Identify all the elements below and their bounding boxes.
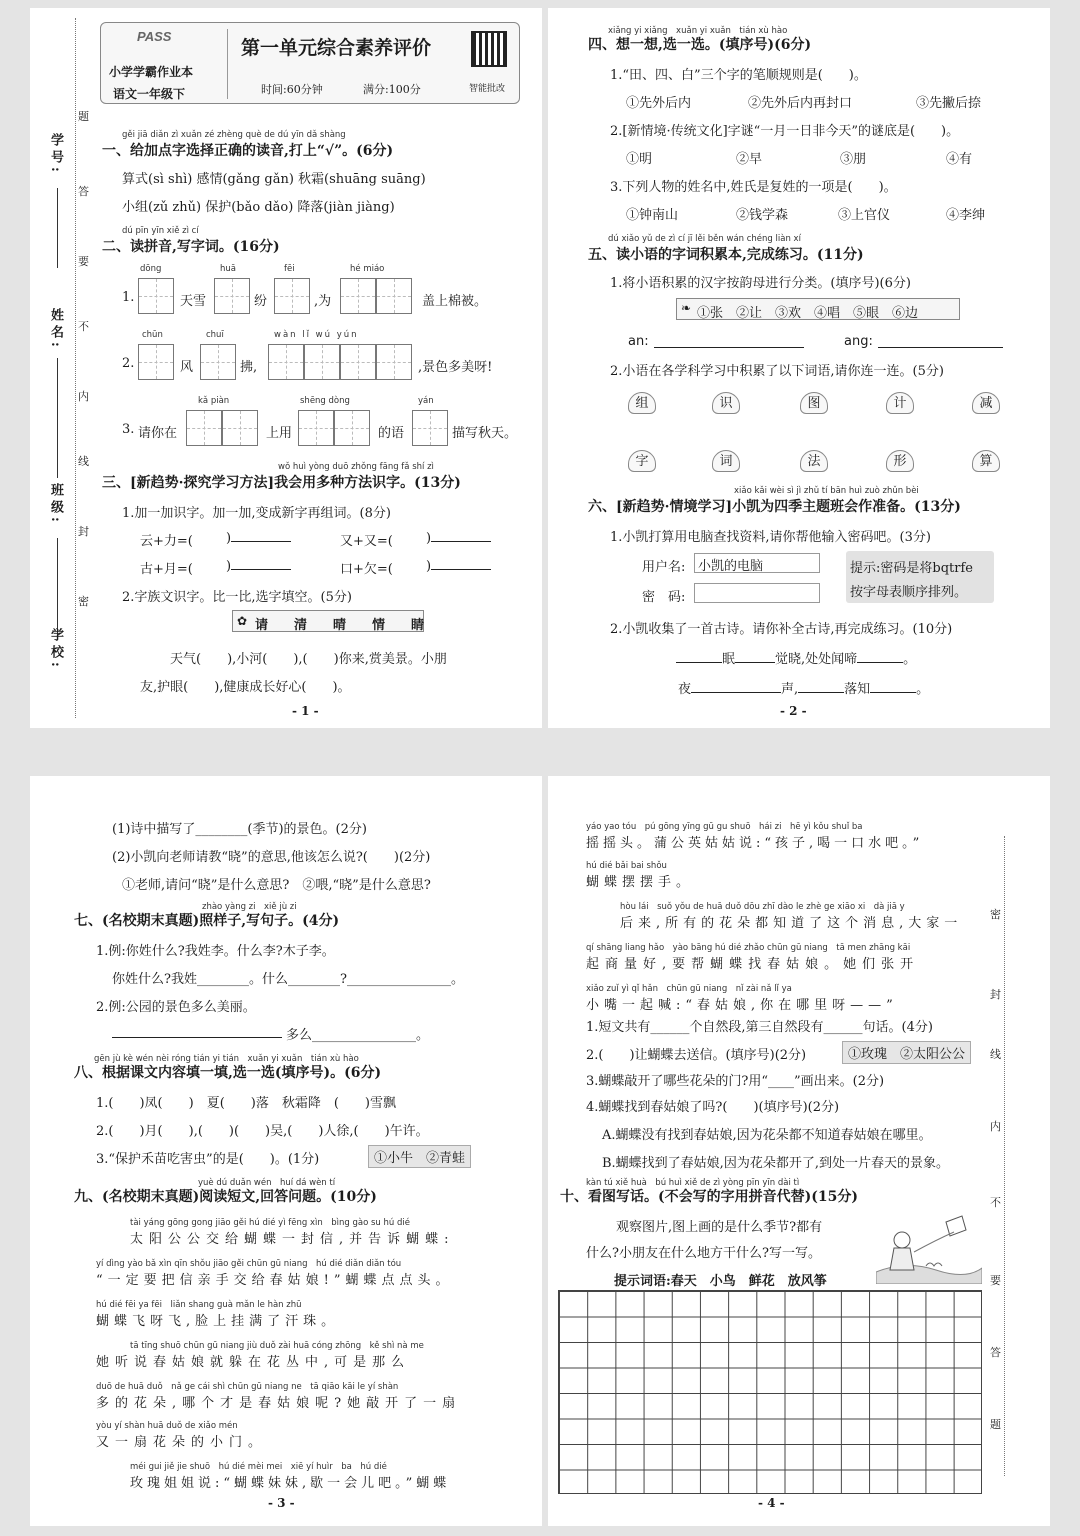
answer-options[interactable]: ①老师,请问“晓”是什么意思? ②喂,“晓”是什么意思? <box>122 878 431 893</box>
hint-text: 提示:密码是将bqtrfe <box>850 561 973 576</box>
brand-logo: PASS <box>137 29 172 44</box>
writing-grid-cell[interactable] <box>138 278 174 314</box>
margin-dotted-line <box>1004 836 1005 1476</box>
passage-line: 后来,所有的花朵都知道了这个消息,大家一 <box>620 916 963 931</box>
writing-grid-group <box>298 410 370 446</box>
pinyin-label: chūn <box>142 330 163 340</box>
answer-option[interactable]: ①明 <box>626 152 653 167</box>
question-text[interactable]: (1)诗中描写了________(季节)的景色。(2分) <box>112 822 367 837</box>
passage-pinyin: hòu lái suǒ yǒu de huā duǒ dōu zhī dào le zhè ge xiāo xi dà jiā y <box>620 902 905 912</box>
passage-pinyin: hú dié bǎi bai shǒu <box>586 861 667 871</box>
pinyin-annotation: xiǎng yi xiǎng xuǎn yi xuǎn tián xù hào <box>608 26 788 36</box>
pinyin-label: fēi <box>284 264 295 274</box>
book-icon: ❧ <box>681 301 692 315</box>
page-number: - 1 - <box>292 704 319 718</box>
poem-text: 眠 <box>722 652 736 667</box>
class-label: 班级: <box>48 483 63 526</box>
seal-char: 封 <box>990 988 1001 1001</box>
qr-code-icon <box>471 31 507 67</box>
school-label: 学校: <box>48 628 63 671</box>
sentence-text: 描写秋天。 <box>452 426 518 441</box>
passage-pinyin: yáo yao tóu pú gōng yīng gū gu shuō hái zi hē yì kǒu shuǐ ba <box>586 822 863 832</box>
seal-char: 线 <box>990 1048 1001 1061</box>
answer-option[interactable]: ①钟南山 <box>626 208 679 223</box>
fill-blank-row[interactable]: 2.( )月( ),( )( )吴,( )人徐,( )午许。 <box>96 1124 429 1139</box>
answer-option[interactable]: ③上官仪 <box>838 208 891 223</box>
word-connect-top[interactable]: 计 <box>886 392 914 414</box>
writing-grid-cell[interactable] <box>340 278 376 314</box>
question-text: 2.小语在各学科学习中积累了以下词语,请你连一连。(5分) <box>610 364 944 379</box>
pinyin-annotation: kàn tú xiě huà bú huì xiě de zì yòng pīn yīn dài tì <box>586 1178 800 1188</box>
seal-char: 线 <box>78 455 89 468</box>
passage-line: 又一扇花朵的小门。 <box>96 1435 268 1450</box>
hint-text: 按字母表顺序排列。 <box>850 585 968 600</box>
word-connect-bottom[interactable]: 词 <box>712 450 740 472</box>
answer-option[interactable]: ④有 <box>946 152 973 167</box>
question-text: 3.下列人物的姓名中,姓氏是复姓的一项是( )。 <box>610 180 897 195</box>
pinyin-label: yán <box>418 396 434 406</box>
series-name: 小学学霸作业本 <box>109 65 194 79</box>
character-options: 请 清 晴 情 睛 <box>255 618 425 633</box>
worksheet-page-3 <box>30 776 542 1526</box>
example-sentence: 1.例:你姓什么?我姓李。什么李?木子李。 <box>96 944 335 959</box>
pinyin-label: kǎ piàn <box>198 396 230 406</box>
password-field[interactable] <box>694 583 820 603</box>
question-text[interactable]: (2)小凯向老师请教“晓”的意思,他该怎么说?( )(2分) <box>112 850 431 865</box>
equation-prompt: 口+欠=( <box>340 562 393 577</box>
prompt-text: 什么?小朋友在什么地方干什么?写一写。 <box>586 1246 821 1261</box>
sentence-text: 天雪 <box>180 294 207 309</box>
character-bank <box>232 610 424 632</box>
pinyin-annotation: zhào yàng zi xiě jù zi <box>202 902 297 912</box>
pinyin-label: dōng <box>140 264 162 274</box>
answer-options[interactable]: ①玫瑰 ②太阳公公 <box>842 1041 971 1064</box>
passage-line: “一定要把信亲手交给春姑娘!”蝴蝶点点头。 <box>96 1273 454 1288</box>
section-10-title: 十、看图写话。(不会写的字用拼音代替)(15分) <box>560 1189 858 1205</box>
writing-grid-group <box>138 344 174 380</box>
section-4-title: 四、想一想,选一选。(填序号)(6分) <box>588 37 812 53</box>
pinyin-annotation: dú pīn yīn xiě zì cí <box>122 226 199 236</box>
writing-grid-cell[interactable] <box>274 278 310 314</box>
pinyin-label: wàn lǐ wú yún <box>274 330 359 340</box>
grade-label: 语文一年级下 <box>113 87 186 101</box>
pinyin-annotation: xiǎo kǎi wèi sì jì zhǔ tí bān huì zuò zhǔn bèi <box>734 486 919 496</box>
answer-option[interactable]: ④李绅 <box>946 208 986 223</box>
sentence-text: 拂, <box>240 360 258 375</box>
section-1-title: 一、给加点字选择正确的读音,打上“√”。(6分) <box>102 143 394 159</box>
writing-grid-cell[interactable] <box>376 278 412 314</box>
example-sentence: 2.例:公园的景色多么美丽。 <box>96 1000 256 1015</box>
question-number: 2. <box>122 356 135 371</box>
question-text: 1.加一加识字。加一加,变成新字再组词。(8分) <box>122 506 391 521</box>
sentence-text: 上用 <box>266 426 293 441</box>
writing-grid-cell[interactable] <box>334 410 370 446</box>
passage-pinyin: hú dié fēi ya fēi liǎn shang guà mǎn le hàn zhū <box>96 1300 302 1310</box>
poem-line-2[interactable] <box>678 678 929 697</box>
reading-passage <box>96 1216 536 1491</box>
section-2-title: 二、读拼音,写字词。(16分) <box>102 239 280 255</box>
pinyin-annotation: wǒ huì yòng duō zhǒng fāng fǎ shí zì <box>278 462 434 472</box>
sentence-text: 纷 <box>254 294 268 309</box>
fill-blank-sentence[interactable]: 你姓什么?我姓________。什么________?________________。 <box>112 972 464 987</box>
word-connect-top[interactable]: 减 <box>972 392 1000 414</box>
sentence-text: ,为 <box>314 294 332 309</box>
worksheet-page-1 <box>30 8 542 728</box>
rhyme-an-answer-line[interactable] <box>654 336 804 348</box>
passage-pinyin: tā tīng shuō chūn gū niang jiù duǒ zài huā cóng zhōng kě shì nà me <box>130 1341 424 1351</box>
writing-grid-cell[interactable] <box>222 410 258 446</box>
passage-line: 蝴蝶摆摆手。 <box>586 875 695 890</box>
writing-grid-cell[interactable] <box>200 344 236 380</box>
answer-blank[interactable]: ) <box>426 558 491 574</box>
qr-caption: 智能批改 <box>469 84 506 94</box>
writing-grid-cell[interactable] <box>268 344 304 380</box>
question-text[interactable]: 1.短文共有______个自然段,第三自然段有______句话。(4分) <box>586 1020 933 1035</box>
rhyme-an-label: an: <box>628 334 649 349</box>
writing-grid-cell[interactable] <box>214 278 250 314</box>
name-line[interactable] <box>57 358 58 478</box>
passage-pinyin: yí dìng yào bǎ xìn qīn shǒu jiāo gěi chūn gū niang hú dié diǎn diǎn tóu <box>96 1259 402 1269</box>
seal-char: 要 <box>78 255 89 268</box>
seal-char: 答 <box>78 185 89 198</box>
binding-margin-right <box>990 776 1050 1526</box>
worksheet-page-4 <box>548 776 1050 1526</box>
margin-dotted-line <box>75 18 76 718</box>
writing-grid-group <box>268 344 412 380</box>
seal-char: 密 <box>990 908 1001 921</box>
seal-char: 内 <box>990 1120 1001 1133</box>
sentence-text: 风 <box>180 360 194 375</box>
seal-char: 要 <box>990 1274 1001 1287</box>
answer-option[interactable]: ①先外后内 <box>626 96 692 111</box>
pinyin-label: shēng dòng <box>300 396 350 406</box>
equation-prompt: 古+月=( <box>140 562 193 577</box>
passage-pinyin: duō de huā duǒ nǎ ge cái shì chūn gū niang ne tā qiāo kāi le yí shàn <box>96 1382 399 1392</box>
username-label: 用户名: <box>642 560 686 575</box>
answer-options[interactable]: ①小牛 ②青蛙 <box>368 1145 471 1168</box>
worksheet-page-2 <box>548 8 1050 728</box>
sentence-text: 盖上棉被。 <box>422 294 488 309</box>
seal-char: 题 <box>78 110 89 123</box>
poem-line-1[interactable] <box>676 648 916 667</box>
reading-options-row[interactable]: 算式(sì shì) 感情(gǎng gǎn) 秋霜(shuāng suāng) <box>122 172 426 187</box>
writing-grid-group <box>214 278 250 314</box>
spring-kite-picture <box>876 1212 982 1284</box>
section-9-title: 九、(名校期末真题)阅读短文,回答问题。(10分) <box>74 1189 377 1205</box>
banner-divider <box>227 29 228 99</box>
question-text: 3.“保护禾苗吃害虫”的是( )。(1分) <box>96 1152 320 1167</box>
prompt-text: 观察图片,图上画的是什么季节?都有 <box>616 1220 823 1235</box>
equation-prompt: 云+力=( <box>140 534 193 549</box>
passage-line: 蝴蝶飞呀飞,脸上挂满了汗珠。 <box>96 1314 340 1329</box>
reading-passage-continued <box>586 820 996 1013</box>
passage-pinyin: méi gui jiě jie shuō hú dié mèi mei xiē yí huìr ba hú dié <box>130 1462 387 1472</box>
binding-margin <box>30 8 90 728</box>
page-number: - 2 - <box>780 704 807 718</box>
passage-pinyin: qí shāng liang hǎo yào bāng hú dié zhǎo chūn gū niang tā men zhāng kāi <box>586 943 911 953</box>
seal-char: 密 <box>78 595 89 608</box>
question-text[interactable]: 4.蝴蝶找到春姑娘了吗?( )(填序号)(2分) <box>586 1100 840 1115</box>
word-connect-top[interactable]: 识 <box>712 392 740 414</box>
poem-text: 觉晓,处处闻啼 <box>775 652 858 667</box>
section-8-title: 八、根据课文内容填一填,选一选(填序号)。(6分) <box>74 1065 382 1081</box>
question-text: 2.小凯收集了一首古诗。请你补全古诗,再完成练习。(10分) <box>610 622 953 637</box>
composition-grid[interactable] <box>558 1290 982 1494</box>
poem-text: 声, <box>781 682 799 697</box>
answer-blank[interactable]: ) <box>426 530 491 546</box>
word-connect-bottom[interactable]: 形 <box>886 450 914 472</box>
page-number: - 4 - <box>758 1496 785 1510</box>
poem-text: 。 <box>916 682 930 697</box>
writing-grid-group <box>340 278 412 314</box>
character-options: ①张 ②让 ③欢 ④唱 ⑤眼 ⑥边 <box>697 306 919 321</box>
passage-line: 多的花朵,哪个才是春姑娘呢?她敲开了一扇 <box>96 1396 462 1411</box>
fill-blank-sentence[interactable]: 天气( ),小河( ),( )你来,赏美景。小朋 <box>170 652 447 667</box>
passage-line: 太阳公公交给蝴蝶一封信,并告诉蝴蝶: <box>130 1232 455 1247</box>
question-text[interactable]: 2.( )让蝴蝶去送信。(填序号)(2分) <box>586 1048 807 1063</box>
full-score: 满分:100分 <box>363 83 421 96</box>
answer-line[interactable] <box>112 1026 282 1038</box>
passage-pinyin: tài yáng gōng gong jiāo gěi hú dié yì fēng xìn bìng gào su hú dié <box>130 1218 410 1228</box>
writing-grid-cell[interactable] <box>412 410 448 446</box>
seal-char: 题 <box>990 1418 1001 1431</box>
fill-blank-row[interactable]: 1.( )凤( ) 夏( )落 秋霜降 ( )雪飘 <box>96 1096 396 1111</box>
answer-option[interactable]: ②先外后内再封口 <box>748 96 853 111</box>
answer-option[interactable]: ②早 <box>736 152 763 167</box>
section-5-title: 五、读小语的字词积累本,完成练习。(11分) <box>588 247 864 263</box>
word-connect-bottom[interactable]: 算 <box>972 450 1000 472</box>
fill-blank-sentence[interactable]: 多么________________。 <box>286 1028 430 1043</box>
question-text: 1.小凯打算用电脑查找资料,请你帮他输入密码吧。(3分) <box>610 530 931 545</box>
student-number-label: 学号: <box>48 133 63 176</box>
question-text: 2.字族文识字。比一比,选字填空。(5分) <box>122 590 352 605</box>
seal-char: 内 <box>78 390 89 403</box>
writing-grid-cell[interactable] <box>340 344 376 380</box>
page-number: - 3 - <box>268 1496 295 1510</box>
question-text: 1.将小语积累的汉字按韵母进行分类。(填序号)(6分) <box>610 276 911 291</box>
passage-line: 她听说春姑娘就躲在花丛中,可是那么 <box>96 1355 411 1370</box>
sentence-text: 的语 <box>378 426 405 441</box>
reading-options-row[interactable]: 小组(zǔ zhǔ) 保护(bǎo dǎo) 降落(jiàn jiàng) <box>122 200 395 215</box>
equation-prompt: 又+又=( <box>340 534 393 549</box>
word-connect-top[interactable]: 组 <box>628 392 656 414</box>
student-number-line[interactable] <box>57 188 58 268</box>
rhyme-ang-label: ang: <box>844 334 873 349</box>
question-text[interactable]: 3.蝴蝶敲开了哪些花朵的门?用“____”画出来。(2分) <box>586 1074 885 1089</box>
section-3-title: 三、[新趋势·探究学习方法]我会用多种方法识字。(13分) <box>102 475 461 491</box>
password-hint-box <box>846 551 994 603</box>
word-connect-bottom[interactable]: 字 <box>628 450 656 472</box>
username-field[interactable]: 小凯的电脑 <box>694 553 820 573</box>
pinyin-label: hé miáo <box>350 264 385 274</box>
page-title: 第一单元综合素养评价 <box>241 37 432 59</box>
passage-pinyin: xiǎo zuǐ yì qǐ hǎn chūn gū niang nǐ zài nǎ lǐ ya <box>586 984 792 994</box>
pinyin-annotation: dú xiǎo yǔ de zì cí jī lěi běn wán chéng liàn xí <box>608 234 801 244</box>
pinyin-annotation: gěi jiā diǎn zì xuǎn zé zhèng què de dú yīn dǎ shàng <box>122 130 346 140</box>
pinyin-annotation: gēn jù kè wén nèi róng tián yi tián xuǎn yi xuǎn tián xù hào <box>94 1054 359 1064</box>
hint-words: 提示词语:春天 小鸟 鲜花 放风筝 <box>614 1274 827 1289</box>
passage-pinyin: yòu yí shàn huā duǒ de xiǎo mén <box>96 1421 238 1431</box>
seal-char: 不 <box>990 1196 1001 1209</box>
writing-grid-group <box>186 410 258 446</box>
passage-line: 起商量好,要帮蝴蝶找春姑娘。她们张开 <box>586 957 920 972</box>
flower-icon: ✿ <box>237 614 248 628</box>
passage-line: 摇摇头。蒲公英姑姑说:“孩子,喝一口水吧。” <box>586 836 924 851</box>
question-text: 1.“田、四、白”三个字的笔顺规则是( )。 <box>610 68 867 83</box>
character-bank <box>676 298 960 320</box>
answer-blank[interactable]: ) <box>226 530 291 546</box>
seal-char: 封 <box>78 525 89 538</box>
name-label: 姓名: <box>48 308 63 351</box>
pinyin-annotation: yuè dú duǎn wén huí dá wèn tí <box>198 1178 336 1188</box>
fill-blank-sentence[interactable]: 友,护眼( ),健康成长好心( )。 <box>140 680 351 695</box>
word-connect-bottom[interactable]: 法 <box>800 450 828 472</box>
writing-grid-cell[interactable] <box>298 410 334 446</box>
writing-grid-group <box>274 278 310 314</box>
section-7-title: 七、(名校期末真题)照样子,写句子。(4分) <box>74 913 340 929</box>
writing-grid-cell[interactable] <box>376 344 412 380</box>
answer-option[interactable]: ②钱学森 <box>736 208 789 223</box>
rhyme-ang-answer-line[interactable] <box>878 336 1003 348</box>
sentence-text: ,景色多美呀! <box>418 360 493 375</box>
writing-grid-cell[interactable] <box>186 410 222 446</box>
answer-option[interactable]: B.蝴蝶找到了春姑娘,因为花朵都开了,到处一片春天的景象。 <box>602 1156 949 1171</box>
header-banner <box>100 22 520 104</box>
passage-line: 小嘴一起喊:“春姑娘,你在哪里呀——” <box>586 998 898 1013</box>
seal-char: 答 <box>990 1346 1001 1359</box>
pinyin-label: chuī <box>206 330 224 340</box>
sentence-text: 请你在 <box>138 426 178 441</box>
writing-grid-cell[interactable] <box>138 344 174 380</box>
poem-text: 。 <box>903 652 917 667</box>
pinyin-label: huā <box>220 264 236 274</box>
question-number: 3. <box>122 422 135 437</box>
writing-grid-cell[interactable] <box>304 344 340 380</box>
writing-grid-group <box>138 278 174 314</box>
time-limit: 时间:60分钟 <box>261 83 323 96</box>
password-label: 密 码: <box>642 590 686 605</box>
writing-grid-group <box>412 410 448 446</box>
poem-text: 落知 <box>844 682 871 697</box>
answer-option[interactable]: ③先撇后捺 <box>916 96 982 111</box>
answer-option[interactable]: ③朋 <box>840 152 867 167</box>
question-text: 2.[新情境·传统文化]字谜“一月一日非今天”的谜底是( )。 <box>610 124 960 139</box>
writing-grid-group <box>200 344 236 380</box>
seal-char: 不 <box>78 320 89 333</box>
answer-option[interactable]: A.蝴蝶没有找到春姑娘,因为花朵都不知道春姑娘在哪里。 <box>602 1128 932 1143</box>
question-number: 1. <box>122 290 135 305</box>
poem-text: 夜 <box>678 682 692 697</box>
section-6-title: 六、[新趋势·情境学习]小凯为四季主题班会作准备。(13分) <box>588 499 961 515</box>
word-connect-top[interactable]: 图 <box>800 392 828 414</box>
answer-blank[interactable]: ) <box>226 558 291 574</box>
class-line[interactable] <box>57 538 58 638</box>
passage-line: 玫瑰姐姐说:“蝴蝶妹妹,歇一会儿吧。”蝴蝶 <box>130 1476 451 1491</box>
